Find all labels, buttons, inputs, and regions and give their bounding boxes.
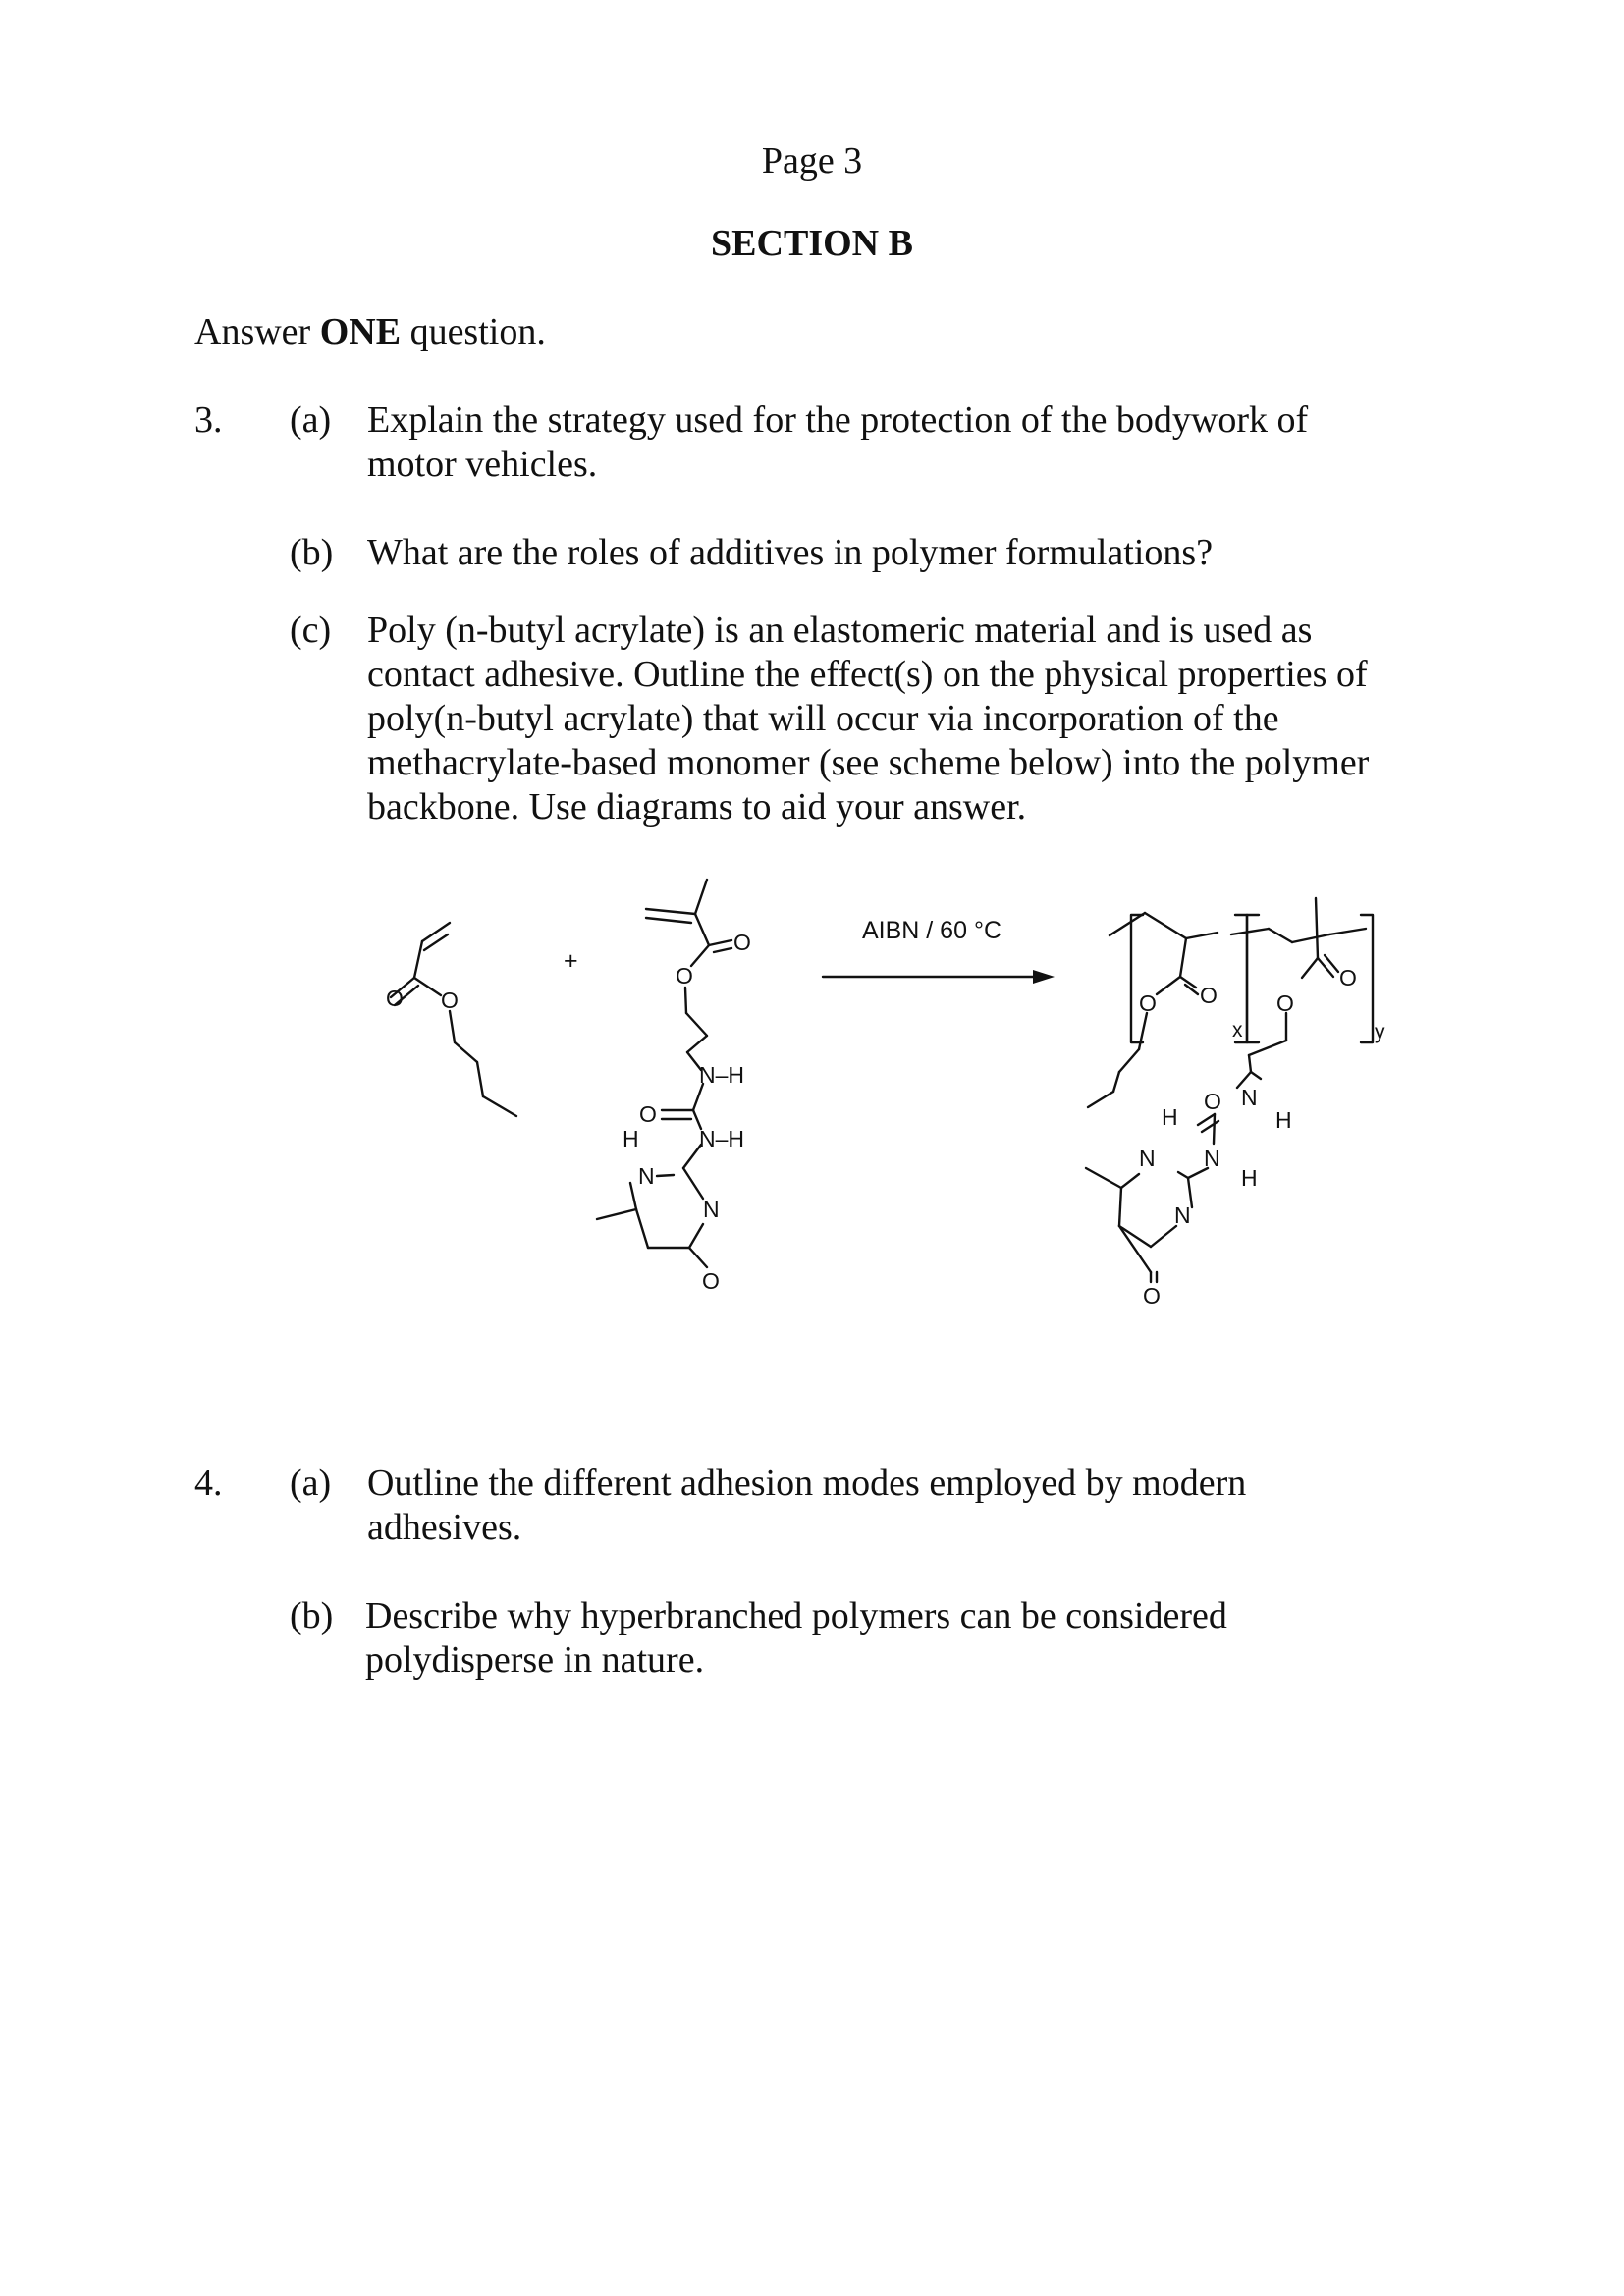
subscript-y: y xyxy=(1375,1021,1385,1043)
q3a-label: (a) xyxy=(290,400,332,441)
subscript-x: x xyxy=(1232,1019,1243,1041)
atom-n: N xyxy=(1174,1202,1191,1228)
atom-o: O xyxy=(1143,1283,1161,1308)
q3c-line-1: Poly (n-butyl acrylate) is an elastomeric material and is used as xyxy=(367,610,1313,651)
instruction: Answer ONE question. xyxy=(194,311,546,352)
q3c-line-5: backbone. Use diagrams to aid your answer. xyxy=(367,786,1027,828)
q3c-label: (c) xyxy=(290,610,332,651)
q4a-label: (a) xyxy=(290,1463,332,1504)
atom-n: N xyxy=(703,1197,720,1222)
q3b-label: (b) xyxy=(290,532,334,573)
atom-h: H xyxy=(1241,1165,1258,1191)
q3b-line-1: What are the roles of additives in polymer formulations? xyxy=(367,532,1214,573)
atom-n: N xyxy=(1139,1146,1156,1171)
atom-n: N xyxy=(1204,1146,1220,1171)
q4b-label: (b) xyxy=(290,1595,334,1636)
q4a-line-2: adhesives. xyxy=(367,1507,522,1548)
atom-h: H xyxy=(1275,1107,1292,1133)
atom-h: H xyxy=(623,1126,639,1151)
question-3-number: 3. xyxy=(194,400,223,441)
atom-o: O xyxy=(1200,983,1218,1008)
atom-n: N xyxy=(638,1163,655,1189)
atom-o: O xyxy=(676,963,693,988)
q3c-line-4: methacrylate-based monomer (see scheme below) into the polymer xyxy=(367,742,1370,783)
atom-o: O xyxy=(441,988,459,1013)
q4a-line-1: Outline the different adhesion modes employed by modern xyxy=(367,1463,1247,1504)
q4b-line-2: polydisperse in nature. xyxy=(365,1639,705,1681)
q3c-line-2: contact adhesive. Outline the effect(s) on the physical properties of xyxy=(367,654,1368,695)
page-number: Page 3 xyxy=(761,140,863,182)
atom-n: N xyxy=(1241,1085,1258,1110)
q3a-line-1: Explain the strategy used for the protection of the bodywork of xyxy=(367,400,1309,441)
atom-o: O xyxy=(733,930,751,955)
plus-sign: + xyxy=(564,947,578,975)
atom-o: O xyxy=(1276,990,1294,1016)
atom-o: O xyxy=(1339,965,1357,990)
atom-nh: N–H xyxy=(699,1126,745,1151)
atom-o: O xyxy=(1139,990,1157,1016)
atom-o: O xyxy=(702,1268,720,1294)
question-4-number: 4. xyxy=(194,1463,223,1504)
atom-o: O xyxy=(1204,1089,1221,1114)
q3a-line-2: motor vehicles. xyxy=(367,444,598,485)
atom-o: O xyxy=(639,1101,657,1127)
copolymer-product-structure xyxy=(1086,898,1373,1282)
reaction-conditions: AIBN / 60 °C xyxy=(862,917,1001,944)
atom-nh: N–H xyxy=(699,1062,745,1088)
q3c-line-3: poly(n-butyl acrylate) that will occur via incorporation of the xyxy=(367,698,1279,739)
n-butyl-acrylate-structure xyxy=(391,923,516,1116)
q4b-line-1: Describe why hyperbranched polymers can be considered xyxy=(365,1595,1227,1636)
atom-h: H xyxy=(1162,1104,1178,1130)
section-title: SECTION B xyxy=(711,223,913,264)
atom-o: O xyxy=(386,986,404,1011)
